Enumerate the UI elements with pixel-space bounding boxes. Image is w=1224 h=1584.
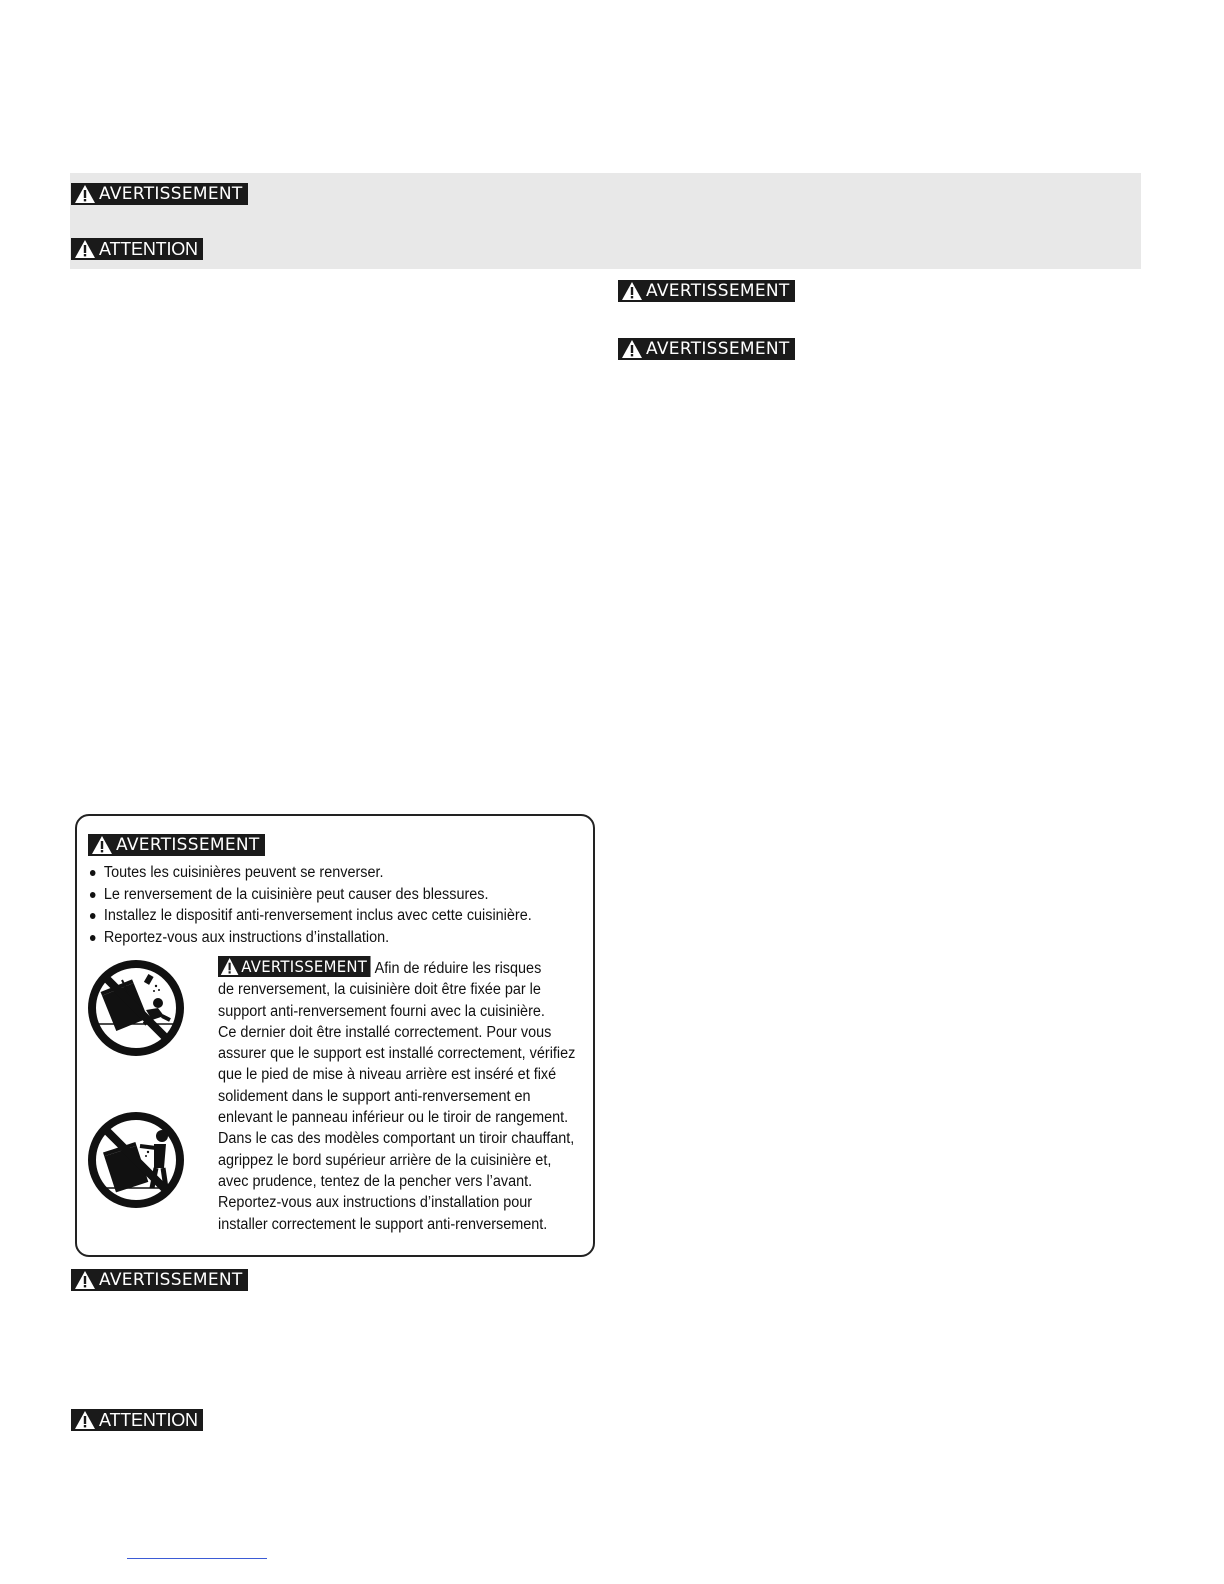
paragraph-first-line [218,956,581,979]
warning-label [618,338,795,360]
paragraph-text: installer correctement le support anti-renversement. [218,1215,548,1233]
warning-triangle-icon [621,339,643,359]
caution-label [71,238,203,260]
warning-triangle-icon [74,1270,96,1290]
warning-triangle-icon [74,239,96,259]
warning-label-text: AVERTISSEMENT [241,956,368,976]
warning-label-text: AVERTISSEMENT [646,281,790,301]
tipover-bullet-list [89,862,532,948]
caution-label-text: ATTENTION [99,1409,198,1430]
list-item: Le renversement de la cuisinière peut causer des blessures. [89,884,532,906]
warning-label [71,183,248,205]
anti-tip-warning-box [75,814,595,1257]
no-tipping-person-pulling-icon [86,1110,186,1210]
paragraph-text: solidement dans le support anti-renversement en [218,1087,531,1105]
paragraph-text: de renversement, la cuisinière doit être fixée par le [218,981,541,999]
warning-label-text: AVERTISSEMENT [646,339,790,359]
list-item: Reportez-vous aux instructions d’installation. [89,927,532,949]
paragraph-text: que le pied de mise à niveau arrière est inséré et fixé [218,1066,557,1084]
footer-link-underline[interactable] [127,1558,267,1559]
paragraph-text: Reportez-vous aux instructions d’installation pour [218,1194,533,1212]
paragraph-text: agrippez le bord supérieur arrière de la cuisinière et, [218,1151,552,1169]
paragraph-text: Ce dernier doit être installé correctement. Pour vous [218,1023,552,1041]
list-item: Installez le dispositif anti-renversement inclus avec cette cuisinière. [89,905,532,927]
paragraph-text: enlevant le panneau inférieur ou le tiroir de rangement. [218,1109,569,1127]
warning-label [618,280,795,302]
list-item: Toutes les cuisinières peuvent se renverser. [89,862,532,884]
tipover-instructions [218,956,581,1235]
warning-label [88,834,265,856]
warning-triangle-icon [91,835,113,855]
warning-triangle-icon [74,184,96,204]
warning-triangle-icon [621,281,643,301]
paragraph-text: support anti-renversement fourni avec la cuisinière. [218,1002,545,1020]
paragraph-text: avec prudence, tentez de la pencher vers l’avant. [218,1172,533,1190]
warning-label-text: AVERTISSEMENT [116,835,260,855]
paragraph-text: Dans le cas des modèles comportant un tiroir chauffant, [218,1130,575,1148]
warning-label-text: AVERTISSEMENT [99,184,243,204]
warning-triangle-icon [220,957,240,976]
no-tipping-child-climbing-icon [86,958,186,1058]
caution-label-text: ATTENTION [99,238,198,259]
paragraph-text: Afin de réduire les risques [374,960,542,977]
warning-label [218,956,371,977]
paragraph-text: assurer que le support est installé correctement, vérifiez [218,1045,576,1063]
warning-label [71,1269,248,1291]
warning-triangle-icon [74,1410,96,1430]
warning-label-text: AVERTISSEMENT [99,1270,243,1290]
caution-label [71,1409,203,1431]
